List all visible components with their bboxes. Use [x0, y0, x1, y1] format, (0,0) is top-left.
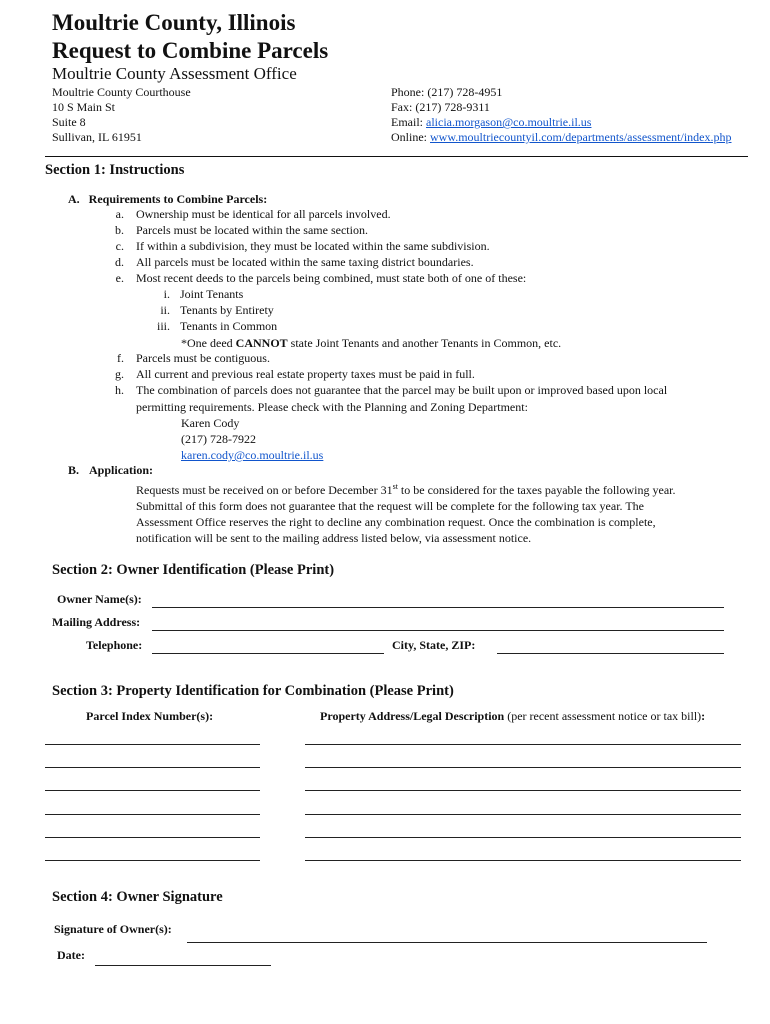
office-contact [391, 85, 732, 145]
requirements-list [110, 206, 526, 286]
page-title: Moultrie County, Illinois [52, 10, 296, 35]
property-description-field[interactable] [305, 837, 741, 838]
parcel-number-field[interactable] [45, 837, 260, 838]
contact-name: Karen Cody [181, 416, 240, 430]
office-name: Moultrie County Assessment Office [52, 64, 297, 83]
paragraph-line: Assessment Office reserves the right to decline any combination request. Once the combination is complete, [136, 515, 656, 529]
requirements-heading: A. Requirements to Combine Parcels: [68, 192, 268, 206]
office-address [52, 85, 191, 145]
parcel-number-header: Parcel Index Number(s): [86, 709, 214, 723]
website-link[interactable]: www.moultriecountyil.com/departments/assessment/index.php [430, 130, 732, 144]
list-item: c. If within a subdivision, they must be located within the same subdivision. [115, 239, 490, 253]
list-item: a. Ownership must be identical for all parcels involved. [115, 207, 391, 221]
address-line: Sullivan, IL 61951 [52, 130, 142, 144]
list-item: h. The combination of parcels does not guarantee that the parcel may be built upon or improved based upon local [115, 383, 668, 397]
contact-phone: (217) 728-7922 [181, 432, 256, 446]
list-item: iii. Tenants in Common [156, 319, 278, 333]
office-email: Email: alicia.morgason@co.moultrie.il.us [391, 115, 592, 129]
deed-note: *One deed CANNOT state Joint Tenants and another Tenants in Common, etc. [181, 336, 562, 350]
list-item: e. Most recent deeds to the parcels being combined, must state both of one of these: [115, 271, 527, 285]
telephone-label: Telephone: [86, 638, 143, 652]
parcel-number-field[interactable] [45, 767, 260, 768]
contact-email-link[interactable]: karen.cody@co.moultrie.il.us [181, 448, 324, 462]
application-text [136, 479, 676, 546]
office-online: Online: www.moultriecountyil.com/departments/assessment/index.php [391, 130, 732, 144]
office-fax: Fax: (217) 728-9311 [391, 100, 490, 114]
list-item: g. All current and previous real estate property taxes must be paid in full. [115, 367, 475, 381]
list-item: ii. Tenants by Entirety [160, 303, 274, 317]
property-description-field[interactable] [305, 790, 741, 791]
mailing-address-field[interactable] [152, 630, 724, 631]
mailing-address-label: Mailing Address: [52, 615, 141, 629]
property-description-field[interactable] [305, 767, 741, 768]
paragraph-line: Submittal of this form does not guarantee that the request will be complete for the following tax year. The [136, 499, 644, 513]
parcel-number-field[interactable] [45, 790, 260, 791]
property-description-header: Property Address/Legal Description (per recent assessment notice or tax bill): [320, 709, 706, 723]
address-line: 10 S Main St [52, 100, 116, 114]
paragraph-line: Requests must be received on or before December 31st to be considered for the taxes payable the following year. [136, 482, 676, 497]
list-item: d. All parcels must be located within the same taxing district boundaries. [115, 255, 474, 269]
requirements-list-cont [110, 350, 667, 398]
section3-title: Section 3: Property Identification for Combination (Please Print) [52, 683, 454, 699]
date-label: Date: [57, 948, 85, 962]
header-divider [45, 156, 748, 157]
list-item: b. Parcels must be located within the same section. [115, 223, 368, 237]
zoning-note: permitting requirements. Please check with the Planning and Zoning Department: [136, 400, 528, 414]
property-description-field[interactable] [305, 744, 741, 745]
parcel-number-field[interactable] [45, 860, 260, 861]
signature-field[interactable] [187, 942, 707, 943]
owner-name-label: Owner Name(s): [57, 592, 142, 606]
paragraph-line: notification will be sent to the mailing address listed below, via assessment notice. [136, 531, 532, 545]
office-phone: Phone: (217) 728-4951 [391, 85, 503, 99]
page-subtitle: Request to Combine Parcels [52, 38, 329, 63]
owner-name-field[interactable] [152, 607, 724, 608]
address-line: Suite 8 [52, 115, 86, 129]
address-line: Moultrie County Courthouse [52, 85, 191, 99]
date-field[interactable] [95, 965, 271, 966]
tenancy-list [148, 286, 277, 334]
list-item: f. Parcels must be contiguous. [117, 351, 270, 365]
city-state-zip-field[interactable] [497, 653, 724, 654]
property-description-field[interactable] [305, 860, 741, 861]
parcel-number-field[interactable] [45, 814, 260, 815]
list-item: i. Joint Tenants [163, 287, 244, 301]
email-link[interactable]: alicia.morgason@co.moultrie.il.us [426, 115, 592, 129]
telephone-field[interactable] [152, 653, 384, 654]
city-state-zip-label: City, State, ZIP: [392, 638, 476, 652]
section2-title: Section 2: Owner Identification (Please Print) [52, 562, 335, 578]
section1-title: Section 1: Instructions [45, 162, 185, 178]
section4-title: Section 4: Owner Signature [52, 889, 223, 905]
application-heading: B. Application: [68, 463, 154, 477]
property-description-field[interactable] [305, 814, 741, 815]
parcel-number-field[interactable] [45, 744, 260, 745]
signature-label: Signature of Owner(s): [54, 922, 172, 936]
